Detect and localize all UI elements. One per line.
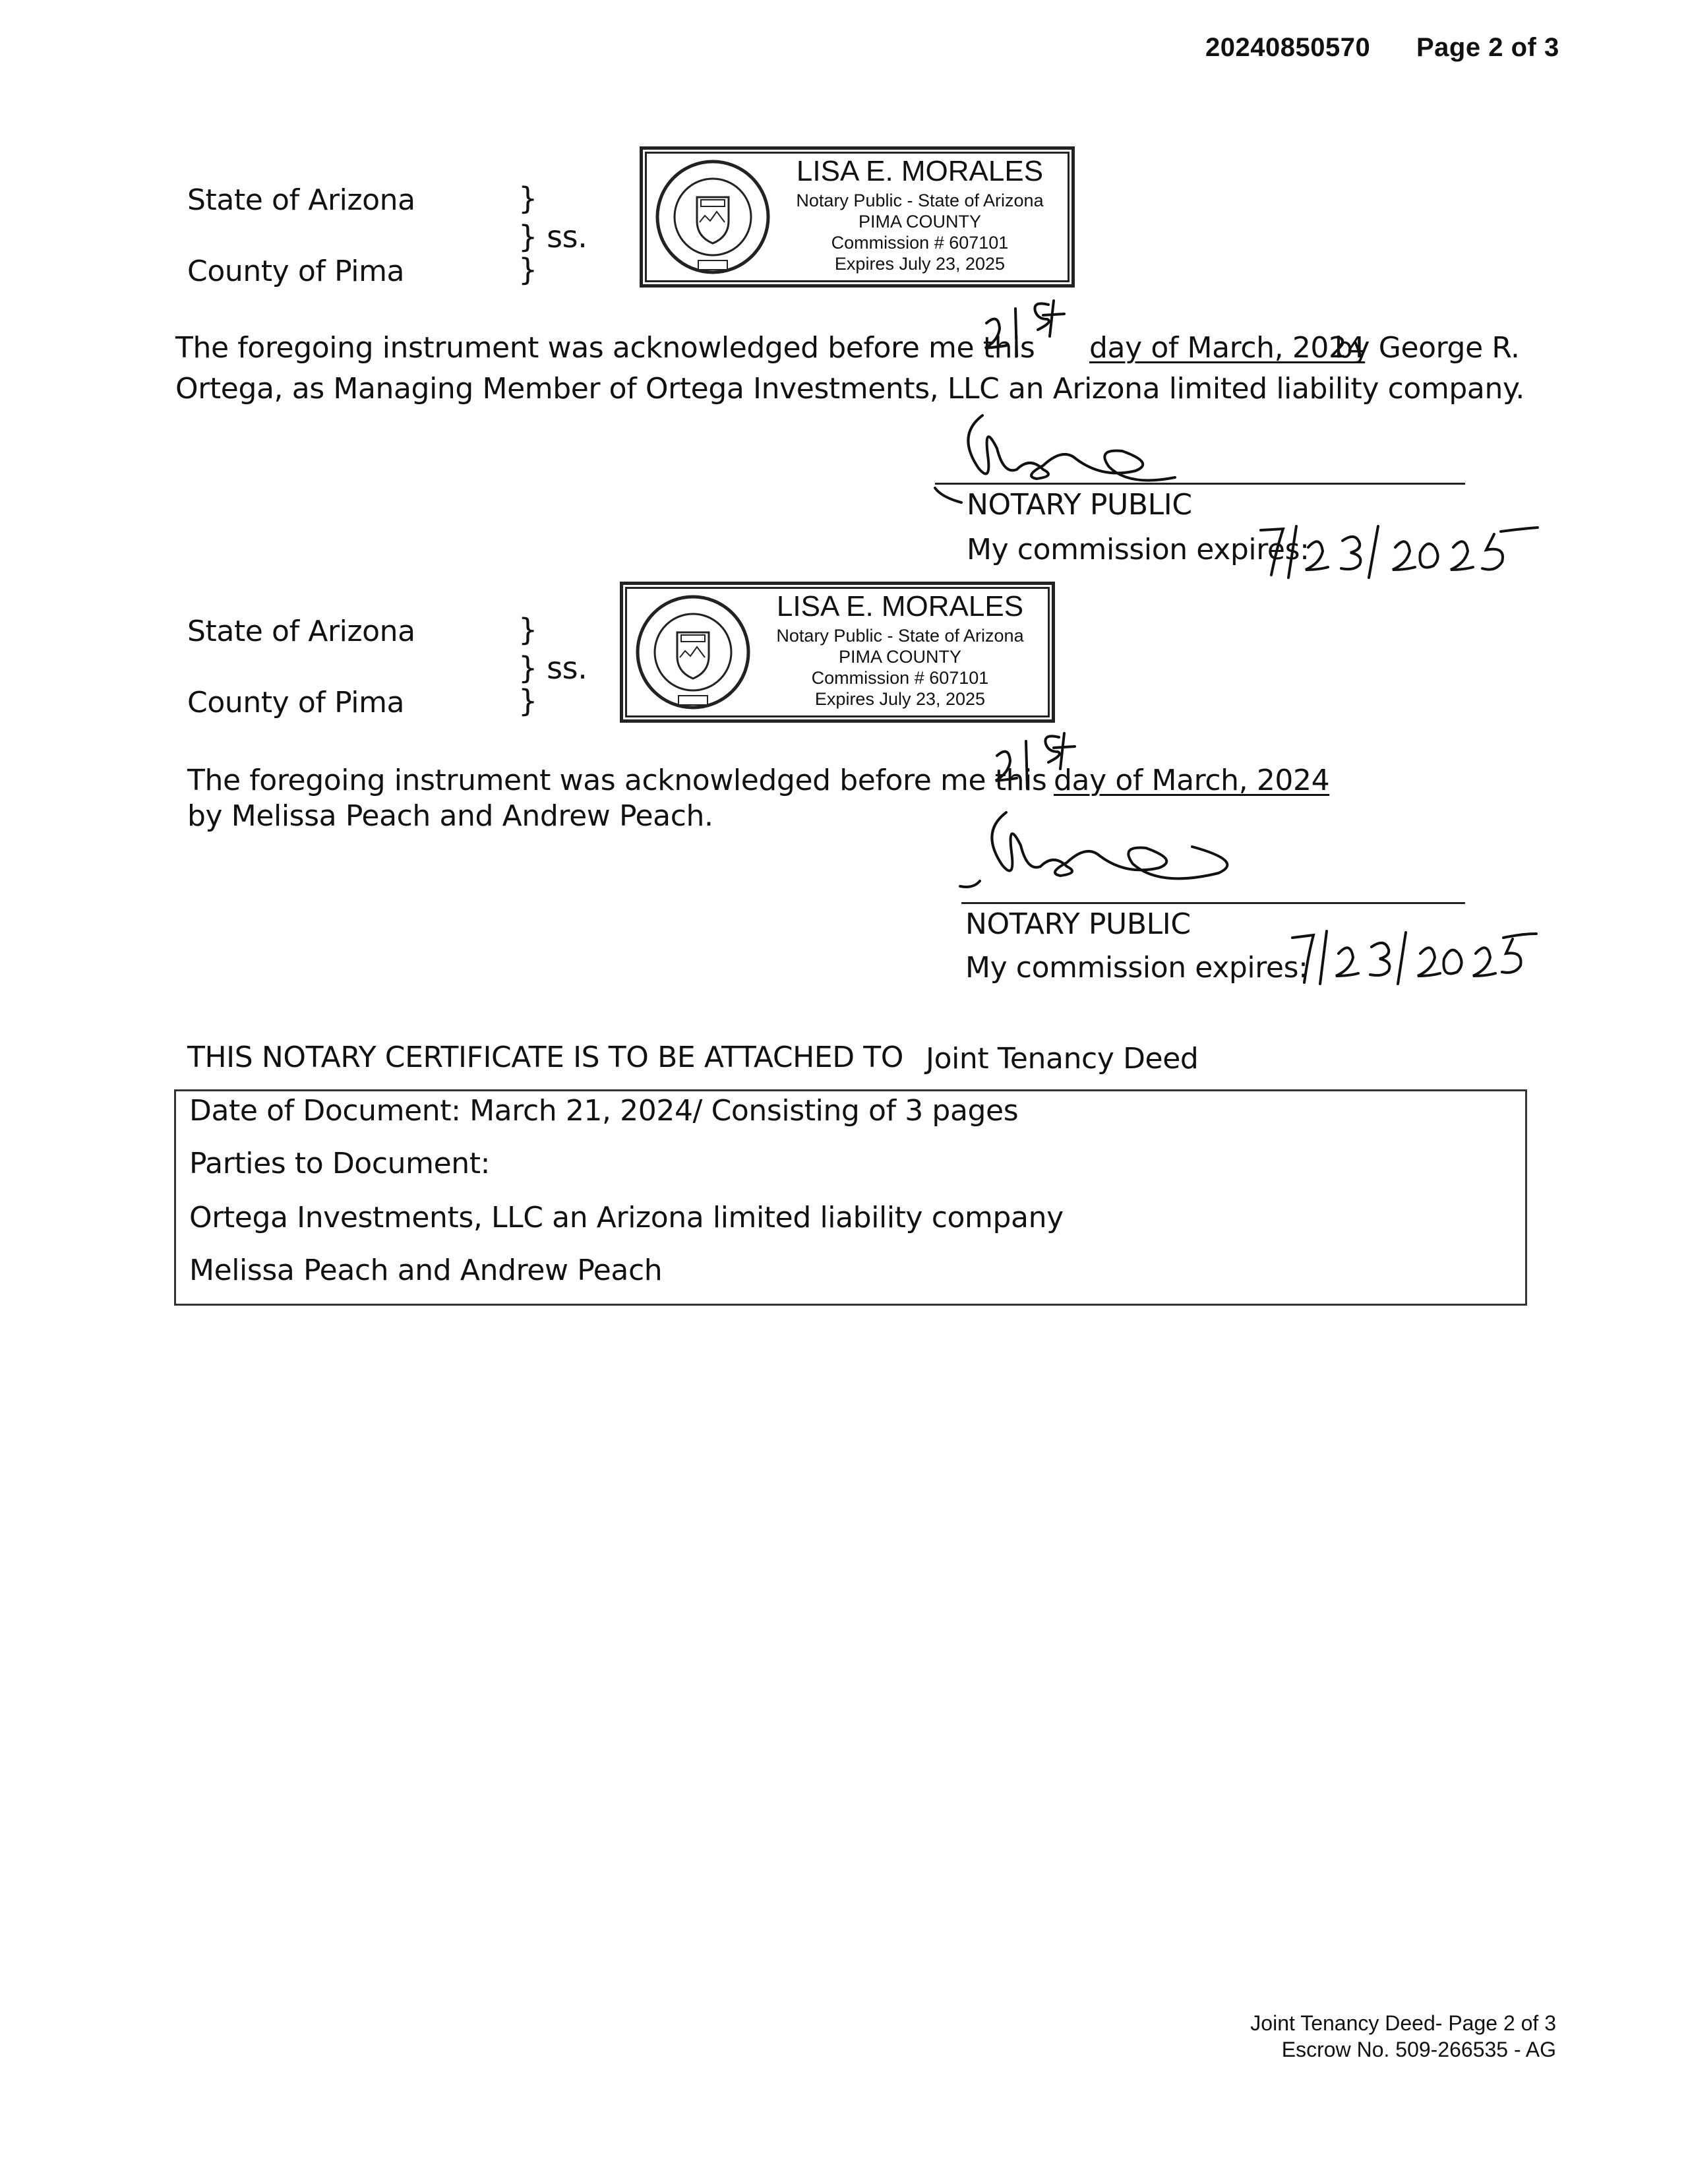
venue-county: County of Pima [187,686,405,719]
notary-commission: Commission # 607101 [831,233,1009,253]
ack-date: day of March, 2024 [1089,331,1366,365]
document-info-box [174,1089,1527,1306]
notary-name: LISA E. MORALES [796,155,1044,187]
notary-commission: Commission # 607101 [811,668,989,688]
venue-brace: } [518,181,537,216]
venue-ss: } ss. [518,219,588,255]
page-label: Page 2 of 3 [1416,33,1559,62]
venue-brace: } [518,252,537,288]
handwritten-expiration [1257,521,1540,580]
venue-state: State of Arizona [187,615,415,648]
commission-expires-label: My commission expires: [967,533,1310,566]
notary-title: Notary Public - State of Arizona [796,191,1044,210]
footer-page-ref: Joint Tenancy Deed- Page 2 of 3 [1250,2011,1556,2035]
notary-stamp [640,146,1075,288]
ack-date: day of March, 2024 [1054,764,1330,797]
venue-state: State of Arizona [187,183,415,217]
commission-expires-label: My commission expires: [965,951,1308,985]
notary-county: PIMA COUNTY [838,647,962,667]
notary-title: Notary Public - State of Arizona [776,626,1024,646]
ack-text-line2: Ortega, as Managing Member of Ortega Investments, LLC an Arizona limited liability company. [175,372,1524,406]
attachment-doc-type: Joint Tenancy Deed [926,1042,1199,1076]
footer [1250,2010,1556,2063]
notary-public-label: NOTARY PUBLIC [967,488,1192,522]
handwritten-expiration [1288,925,1539,988]
venue-brace: } [518,612,537,648]
signature-line [961,902,1465,904]
document-number: 20240850570 [1205,33,1371,62]
date-of-document: Date of Document: March 21, 2024/ Consisting of 3 pages [189,1094,1019,1128]
notary-expires: Expires July 23, 2025 [814,689,986,709]
ack-text-line2: by Melissa Peach and Andrew Peach. [187,799,713,833]
venue-brace: } [518,683,537,719]
ack-text-start: The foregoing instrument was acknowledged before me this [187,764,1047,797]
venue-ss: } ss. [518,650,588,686]
notary-county: PIMA COUNTY [858,212,982,231]
ack-text-end: by George R. [1335,331,1520,365]
notary-signature [953,799,1323,918]
notary-expires: Expires July 23, 2025 [834,254,1006,274]
notary-public-label: NOTARY PUBLIC [965,907,1191,941]
footer-escrow-number: Escrow No. 509-266535 - AG [1281,2038,1556,2061]
signature-line [935,483,1465,485]
party-1: Ortega Investments, LLC an Arizona limited liability company [189,1201,1064,1234]
state-seal-icon [653,156,772,278]
attachment-label: THIS NOTARY CERTIFICATE IS TO BE ATTACHED TO [187,1041,904,1074]
notary-stamp [620,582,1055,723]
state-seal-icon [634,592,752,713]
venue-county: County of Pima [187,255,405,288]
party-2: Melissa Peach and Andrew Peach [189,1254,663,1287]
handwritten-day [975,295,1080,368]
ack-text-start: The foregoing instrument was acknowledged before me this [175,331,1035,365]
parties-label: Parties to Document: [189,1147,490,1180]
notary-name: LISA E. MORALES [776,590,1024,622]
